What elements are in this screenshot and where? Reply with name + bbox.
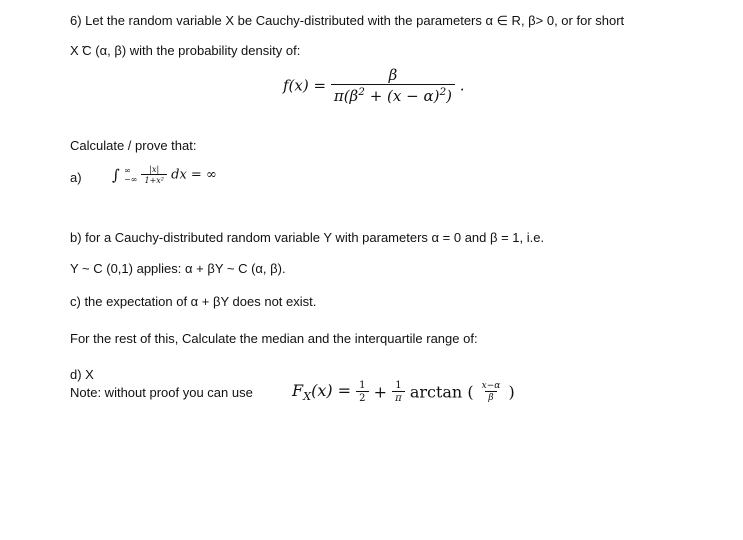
integral-sign: ∫ <box>112 166 120 184</box>
integrand-numerator: |x| <box>149 165 160 174</box>
den-exp-2: 2 <box>439 86 447 98</box>
arctan-arg-den: β <box>485 391 496 403</box>
problem-intro-line1: 6) Let the random variable X be Cauchy-distributed with the parameters α ∈ R, β> 0, or for short <box>70 13 625 28</box>
note-text: Note: without proof you can use <box>70 385 253 400</box>
cdf-formula <box>292 380 515 404</box>
inv-pi-den: π <box>392 391 405 404</box>
arctan-label: arctan <box>409 382 463 402</box>
density-lhs: f(x) = <box>283 76 327 95</box>
part-b-line2: Y ~ C (0,1) applies: α + βY ~ C (α, β). <box>70 261 286 276</box>
den-part-b: + (x − α) <box>364 87 440 105</box>
density-numerator: β <box>388 66 398 84</box>
density-denominator <box>331 84 455 105</box>
density-formula <box>283 66 465 105</box>
integral-lower: −∞ <box>123 175 138 184</box>
paren-open: ( <box>467 382 474 402</box>
cdf-sub: X <box>303 390 312 404</box>
cdf-lhs <box>292 380 352 404</box>
arctan-arg-num: x−α <box>481 381 501 391</box>
integral-upper: ∞ <box>123 166 131 175</box>
den-part-c: ) <box>446 87 452 105</box>
problem-intro-line2: X ̃C (α, β) with the probability density of: <box>70 43 301 58</box>
density-fraction <box>331 66 455 105</box>
den-exp-1: 2 <box>358 86 365 98</box>
arctan-arg-fraction <box>479 381 504 403</box>
calc-prompt: Calculate / prove that: <box>70 138 197 153</box>
integrand-fraction <box>141 165 167 185</box>
cdf-plus: + <box>373 382 388 402</box>
part-c: c) the expectation of α + βY does not exist. <box>70 294 317 309</box>
inv-pi-fraction <box>392 380 405 404</box>
part-a-label: a) <box>70 170 82 185</box>
inv-pi-num: 1 <box>395 380 402 391</box>
part-b-line1: b) for a Cauchy-distributed random variable Y with parameters α = 0 and β = 1, i.e. <box>70 230 545 245</box>
half-fraction <box>356 380 368 404</box>
integral-limits <box>124 166 137 184</box>
half-num: 1 <box>359 380 366 391</box>
part-d: d) X <box>70 367 94 382</box>
rest-instruction: For the rest of this, Calculate the median and the interquartile range of: <box>70 331 478 346</box>
paren-close: ) <box>508 382 515 402</box>
integrand-denominator: 1+x² <box>141 174 167 185</box>
density-period: . <box>459 76 465 95</box>
cdf-arg: (x) = <box>311 380 352 400</box>
part-a-formula <box>112 165 217 185</box>
integral-tail: dx = ∞ <box>171 167 217 183</box>
den-part-a: π(β <box>333 87 359 105</box>
cdf-f: F <box>292 380 304 400</box>
half-den: 2 <box>356 391 368 404</box>
